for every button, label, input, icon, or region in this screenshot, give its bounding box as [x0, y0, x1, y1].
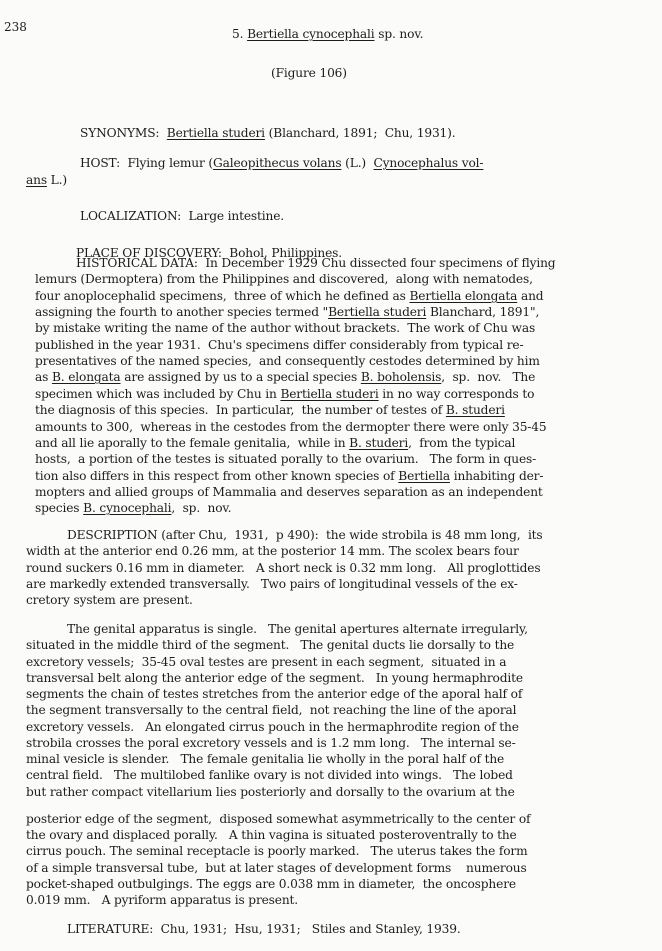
text-line — [26, 670, 523, 686]
text-span: lemurs (Dermoptera) from the Philippines and discovered, along with nematodes, — [35, 272, 533, 286]
text-span: Blanchard, 1891", — [426, 305, 540, 319]
taxon-name: ans — [26, 173, 47, 187]
text-span: the diagnosis of this species. In particular, the number of testes of — [35, 403, 446, 417]
heading-line — [271, 65, 347, 81]
text-span: LOCALIZATION: Large intestine. — [80, 209, 285, 223]
text-line — [35, 419, 546, 435]
text-line — [80, 208, 284, 224]
text-span: are assigned by us to a special species — [120, 370, 361, 384]
text-line — [67, 921, 461, 937]
text-span: SYNONYMS: — [80, 126, 167, 140]
text-span: HISTORICAL DATA: In December 1929 Chu dissected four specimens of flying — [76, 256, 556, 270]
text-line — [35, 337, 523, 353]
text-line — [35, 304, 539, 320]
text-span: , sp. nov. The — [441, 370, 536, 384]
heading-line — [232, 26, 423, 42]
text-line — [76, 255, 555, 271]
text-line — [26, 654, 506, 670]
text-span: excretory vessels; 35-45 oval testes are present in each segment, situated in a — [26, 655, 507, 669]
text-span: transversal belt along the anterior edge of the segment. In young hermaphrodite — [26, 671, 523, 685]
text-span: LITERATURE: Chu, 1931; Hsu, 1931; Stiles and Stanley, 1939. — [67, 922, 461, 936]
taxon-name: Bertiella studeri — [280, 387, 379, 401]
text-line — [35, 484, 543, 500]
text-span: pocket-shaped outbulgings. The eggs are 0.038 mm in diameter, the oncosphere — [26, 877, 516, 891]
text-span: segments the chain of testes stretches from the anterior edge of the aporal half of — [26, 687, 523, 701]
text-line — [35, 402, 505, 418]
text-span: are markedly extended transversally. Two pairs of longitudinal vessels of the ex- — [26, 577, 518, 591]
taxon-name: B. cynocephali — [83, 501, 172, 515]
text-span: and all lie aporally to the female genitalia, while in — [35, 436, 350, 450]
text-span: the segment transversally to the central field, not reaching the line of the aporal — [26, 703, 517, 717]
text-line — [26, 592, 193, 608]
text-span: inhabiting der- — [449, 469, 544, 483]
page-number: 238 — [4, 20, 27, 34]
text-span: round suckers 0.16 mm in diameter. A short neck is 0.32 mm long. All proglottides — [26, 561, 541, 575]
text-span: , from the typical — [408, 436, 516, 450]
text-span: tion also differs in this respect from other known species of — [35, 469, 399, 483]
taxon-name: Bertiella — [398, 469, 450, 483]
text-span: (Figure 106) — [271, 66, 347, 80]
text-line — [35, 435, 515, 451]
text-span: of a simple transversal tube, but at later stages of development forms numerous — [26, 861, 527, 875]
text-line — [35, 500, 231, 516]
taxon-name: Galeopithecus volans — [213, 156, 342, 170]
text-line — [26, 827, 517, 843]
text-span: PLACE OF DISCOVERY: Bohol, Philippines. — [76, 246, 343, 260]
text-line — [26, 637, 514, 653]
taxon-name: B. boholensis — [360, 370, 442, 384]
taxon-name: Bertiella elongata — [409, 289, 518, 303]
text-span: but rather compact vitellarium lies posteriorly and dorsally to the ovarium at the — [26, 785, 515, 799]
text-line — [26, 784, 515, 800]
text-line — [26, 767, 513, 783]
text-span: the ovary and displaced porally. A thin vagina is situated posteroventrally to the — [26, 828, 517, 842]
text-line — [26, 702, 516, 718]
text-line — [67, 621, 528, 637]
text-span: central field. The multilobed fanlike ovary is not divided into wings. The lobed — [26, 768, 513, 782]
text-span: DESCRIPTION (after Chu, 1931, p 490): the wide strobila is 48 mm long, its — [67, 528, 543, 542]
text-span: situated in the middle third of the segment. The genital ducts lie dorsally to the — [26, 638, 515, 652]
text-span: four anoplocephalid specimens, three of which he defined as — [35, 289, 410, 303]
text-span: , sp. nov. — [171, 501, 232, 515]
text-span: posterior edge of the segment, disposed somewhat asymmetrically to the center of — [26, 812, 531, 826]
taxon-name: B. elongata — [51, 370, 121, 384]
text-span: (L.) — [341, 156, 374, 170]
text-span: hosts, a portion of the testes is situated porally to the ovarium. The form in ques- — [35, 452, 537, 466]
text-span: species — [35, 501, 84, 515]
text-line — [35, 451, 536, 467]
text-line — [26, 172, 67, 188]
text-line — [35, 353, 540, 369]
taxon-name: Bertiella studeri — [166, 126, 265, 140]
text-span: sp. nov. — [374, 27, 424, 41]
text-line — [35, 369, 535, 385]
text-span: L.) — [46, 173, 67, 187]
taxon-name: Bertiella cynocephali — [247, 27, 375, 41]
text-span: as — [35, 370, 52, 384]
text-line — [26, 560, 540, 576]
text-line — [26, 686, 522, 702]
text-line — [35, 468, 543, 484]
taxon-name: Bertiella studeri — [328, 305, 427, 319]
text-line — [80, 155, 483, 171]
text-line — [35, 288, 543, 304]
taxon-name: B. studeri — [445, 403, 505, 417]
text-span: (Blanchard, 1891; Chu, 1931). — [264, 126, 456, 140]
text-span: published in the year 1931. Chu's specimens differ considerably from typical re- — [35, 338, 524, 352]
text-span: presentatives of the named species, and consequently cestodes determined by him — [35, 354, 540, 368]
text-span: cretory system are present. — [26, 593, 193, 607]
text-line — [26, 811, 530, 827]
text-span: 0.019 mm. A pyriform apparatus is present. — [26, 893, 299, 907]
text-span: and — [517, 289, 544, 303]
text-line — [26, 892, 298, 908]
text-line — [26, 735, 516, 751]
text-line — [26, 876, 516, 892]
text-span: mopters and allied groups of Mammalia and deserves separation as an independent — [35, 485, 543, 499]
text-span: width at the anterior end 0.26 mm, at the posterior 14 mm. The scolex bears four — [26, 544, 519, 558]
taxon-name: B. studeri — [349, 436, 409, 450]
text-span: in no way corresponds to — [378, 387, 535, 401]
text-line — [26, 543, 519, 559]
text-line — [26, 719, 519, 735]
text-span: The genital apparatus is single. The genital apertures alternate irregularly, — [67, 622, 528, 636]
text-span: excretory vessels. An elongated cirrus pouch in the hermaphrodite region of the — [26, 720, 519, 734]
text-line — [26, 843, 528, 859]
text-span: by mistake writing the name of the author without brackets. The work of Chu was — [35, 321, 536, 335]
text-line — [26, 751, 504, 767]
text-line — [67, 527, 543, 543]
text-span: minal vesicle is slender. The female genitalia lie wholly in the poral half of the — [26, 752, 505, 766]
text-line — [80, 125, 456, 141]
text-span: HOST: Flying lemur ( — [80, 156, 214, 170]
text-line — [35, 386, 534, 402]
text-line — [26, 576, 518, 592]
taxon-name: Cynocephalus vol- — [373, 156, 484, 170]
text-line — [35, 271, 533, 287]
text-span: 5. — [232, 27, 248, 41]
text-span: amounts to 300, whereas in the cestodes from the dermopter there were only 35-45 — [35, 420, 547, 434]
text-line — [35, 320, 535, 336]
text-span: specimen which was included by Chu in — [35, 387, 281, 401]
text-span: assigning the fourth to another species termed " — [35, 305, 329, 319]
text-span: cirrus pouch. The seminal receptacle is poorly marked. The uterus takes the form — [26, 844, 528, 858]
text-line — [26, 860, 527, 876]
text-span: strobila crosses the poral excretory vessels and is 1.2 mm long. The internal se- — [26, 736, 516, 750]
